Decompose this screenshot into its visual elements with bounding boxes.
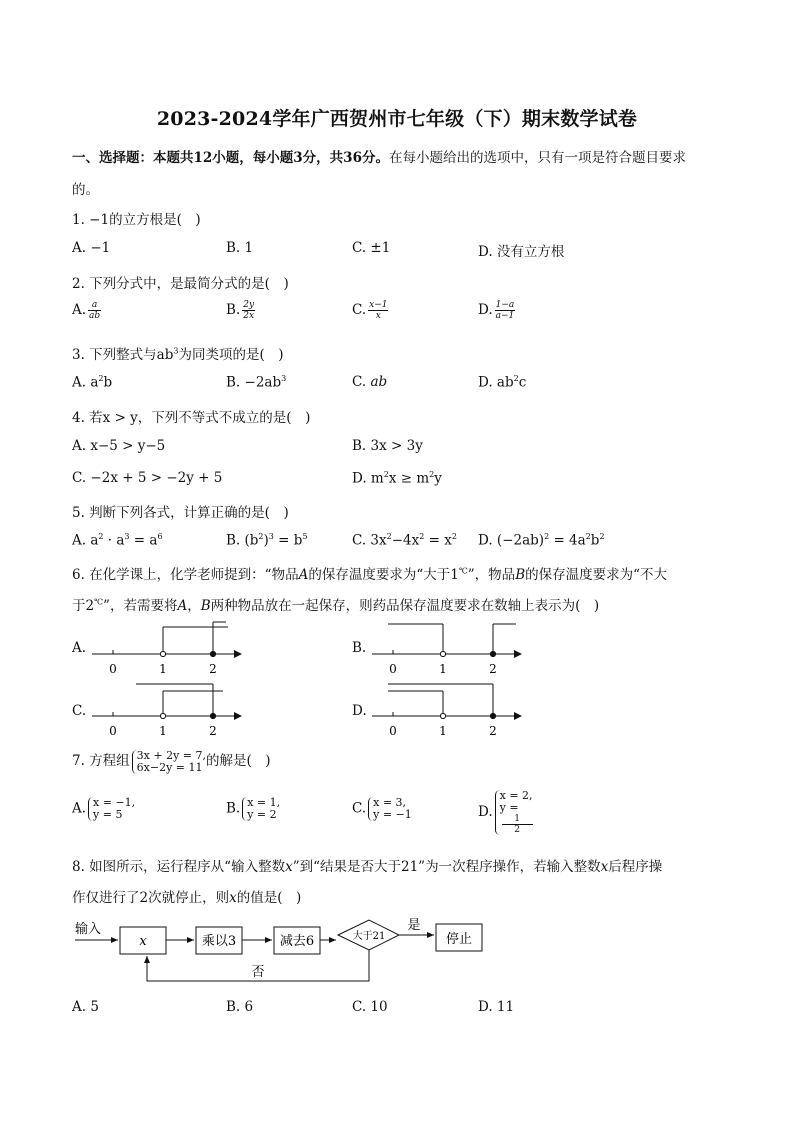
tick-label-0: 0 xyxy=(109,724,117,738)
q7-option-a xyxy=(72,797,135,821)
q6-l2-b: ”，若需要将 xyxy=(103,598,178,614)
q7-stem-b: 的解是( ) xyxy=(206,753,271,769)
q5-c-3: = x xyxy=(424,532,452,549)
tick-label-2: 2 xyxy=(209,724,217,738)
q8-option-d: D. 11 xyxy=(478,999,515,1015)
q4-stem: 4. 若x > y，下列不等式不成立的是( ) xyxy=(72,410,311,426)
q6-l2-deg: ℃ xyxy=(94,597,104,607)
flow-condition-text: 大于21 xyxy=(352,931,386,942)
q8-l1-x2: x xyxy=(600,859,609,875)
q7-b-2: y = 2 xyxy=(247,808,277,821)
q4-option-b: B. 3x > 3y xyxy=(352,438,423,454)
q6-l1-d: 的保存温度要求为“不大 xyxy=(525,567,668,583)
q3-option-a xyxy=(72,374,112,391)
q5-c-s1: 2 xyxy=(386,532,392,541)
flow-input-label: 输入 xyxy=(75,922,102,937)
q6-option-d-label: D. xyxy=(352,703,367,719)
q7-a-label: A. xyxy=(72,800,87,817)
q5-a-2: · a xyxy=(103,532,125,549)
q8-l1-b: ”到“结果是否大于21”为一次程序操作，若输入整数 xyxy=(292,859,601,875)
q4-option-d xyxy=(352,470,442,487)
q3-b-text: B. −2ab xyxy=(226,374,282,391)
q3-d-text: D. ab xyxy=(478,374,514,391)
q7-c-2: y = −1 xyxy=(373,808,412,821)
q7-b-1: x = 1, xyxy=(247,796,281,809)
q7-stem xyxy=(72,749,271,774)
q6-option-a-number-line xyxy=(88,620,248,682)
flow-x-text: x xyxy=(139,934,147,949)
q3-a-text: A. a xyxy=(72,374,99,391)
q3-option-d xyxy=(478,374,526,391)
q2-option-d-label: D. xyxy=(478,302,493,318)
q6-l1-b: 的保存温度要求为“大于1 xyxy=(308,567,459,583)
q5-a-1: A. a xyxy=(72,532,99,549)
page-title: 2023-2024学年广西贺州市七年级（下）期末数学试卷 xyxy=(156,108,638,130)
q3-stem-a: 3. 下列整式与ab xyxy=(72,347,174,363)
q5-option-a xyxy=(72,532,163,549)
q7-d-2 xyxy=(500,802,533,835)
q7-b-system xyxy=(242,797,280,821)
q8-l2-a: 作仅进行了2次就停止，则 xyxy=(72,890,230,906)
q5-b-s1: 2 xyxy=(258,532,264,541)
fraction-denominator: 2x xyxy=(243,311,255,321)
q5-a-3: = a xyxy=(129,532,158,549)
q6-l1-A: A xyxy=(298,567,309,583)
q6-option-c-number-line xyxy=(88,680,248,742)
q8-l1-x: x xyxy=(285,859,293,875)
q7-d-1: x = 2, xyxy=(499,789,533,802)
flow-stop-text: 停止 xyxy=(445,932,473,947)
q6-l1-B: B xyxy=(515,567,526,583)
q8-l1-a: 8. 如图所示，运行程序从“输入整数 xyxy=(72,859,286,875)
q8-option-a: A. 5 xyxy=(72,999,99,1015)
q3-a-text2: b xyxy=(103,374,113,391)
q7-c-system xyxy=(368,797,412,821)
q6-stem-line1 xyxy=(72,563,667,583)
q3-a-sup: 2 xyxy=(98,374,104,383)
q5-d-s1: 2 xyxy=(544,532,550,541)
q1-stem: 1. −1的立方根是( ) xyxy=(72,212,201,228)
q8-l2-x: x xyxy=(229,890,237,906)
q4-d-b: x ≥ m xyxy=(388,470,430,487)
q5-c-1: C. 3x xyxy=(352,532,387,549)
q3-option-b xyxy=(226,374,286,391)
q2-option-c xyxy=(352,300,388,321)
flow-subtract-text: 减去6 xyxy=(279,934,315,949)
q8-stem-line2 xyxy=(72,886,301,906)
section-header xyxy=(72,146,686,166)
q6-option-b-label: B. xyxy=(352,640,367,656)
q5-option-b xyxy=(226,532,308,549)
q5-b-s3: 5 xyxy=(302,532,308,541)
q7-d-system xyxy=(495,790,533,835)
q4-d-c: y xyxy=(434,470,442,487)
section-header-line2: 的。 xyxy=(72,182,99,198)
q3-stem xyxy=(72,343,284,363)
q3-stem-sup: 3 xyxy=(173,346,179,356)
q2-stem: 2. 下列分式中，是最简分式的是( ) xyxy=(72,276,289,292)
fraction-denominator: ab xyxy=(89,311,101,321)
fraction-denominator: a−1 xyxy=(495,311,515,321)
q5-b-2: ) xyxy=(263,532,269,549)
q6-option-a-label: A. xyxy=(72,640,87,656)
q3-d-sup: 2 xyxy=(513,374,519,383)
q2-option-c-fraction xyxy=(368,300,388,321)
q4-option-a: A. x−5 > y−5 xyxy=(72,438,166,454)
q6-l1-a: 6. 在化学课上，化学老师提到：“物品 xyxy=(72,567,299,583)
q2-option-b xyxy=(226,300,255,321)
q7-b-label: B. xyxy=(226,800,241,817)
q2-option-c-label: C. xyxy=(352,302,367,318)
q5-option-d xyxy=(478,532,605,549)
q8-l1-c: 后程序操 xyxy=(608,859,663,875)
q8-flowchart xyxy=(70,912,500,987)
tick-label-1: 1 xyxy=(159,724,167,738)
q5-d-1: D. (−2ab) xyxy=(478,532,545,549)
q6-l2-B: B xyxy=(200,598,211,614)
q1-option-b: B. 1 xyxy=(226,240,254,256)
q2-option-a xyxy=(72,300,101,321)
q5-d-3: b xyxy=(590,532,600,549)
q5-b-3: = b xyxy=(273,532,303,549)
q4-d-a: D. m xyxy=(352,470,384,487)
q7-a-system xyxy=(88,797,135,821)
q8-option-b: B. 6 xyxy=(226,999,254,1015)
tick-label-0: 0 xyxy=(109,662,117,676)
tick-label-2: 2 xyxy=(209,662,217,676)
q2-option-d xyxy=(478,300,515,321)
q5-d-s3: 2 xyxy=(599,532,605,541)
q8-stem-line1 xyxy=(72,855,662,875)
q5-c-s2: 2 xyxy=(419,532,425,541)
fraction-numerator: x−1 xyxy=(369,300,388,310)
tick-label-1: 1 xyxy=(159,662,167,676)
q7-a-2: y = 5 xyxy=(93,808,123,821)
flow-multiply-text: 乘以3 xyxy=(201,934,237,949)
q4-option-c: C. −2x + 5 > −2y + 5 xyxy=(72,470,223,486)
flow-yes-label: 是 xyxy=(407,918,421,933)
q7-c-1: x = 3, xyxy=(373,796,407,809)
q5-b-s2: 3 xyxy=(268,532,274,541)
q6-option-c-label: C. xyxy=(72,703,87,719)
q5-c-s3: 2 xyxy=(451,532,457,541)
q7-eq2: 6x−2y = 11 xyxy=(136,760,203,774)
q8-option-c: C. 10 xyxy=(352,999,388,1015)
q2-option-b-fraction xyxy=(242,300,255,321)
q7-option-d xyxy=(478,790,533,835)
q5-a-s2: 3 xyxy=(124,532,130,541)
q5-d-2: = 4a xyxy=(549,532,586,549)
q1-option-d: D. 没有立方根 xyxy=(478,244,565,260)
tick-label-0: 0 xyxy=(389,724,397,738)
q1-option-c: C. ±1 xyxy=(352,240,391,256)
q5-b-1: B. (b xyxy=(226,532,259,549)
fraction-denominator: 2 xyxy=(514,825,520,835)
q6-l2-a: 于2 xyxy=(72,598,95,614)
tick-label-0: 0 xyxy=(389,662,397,676)
q3-c-text: C. xyxy=(352,374,371,390)
q1-option-a: A. −1 xyxy=(72,240,111,256)
fraction-numerator: 1−a xyxy=(495,300,515,310)
tick-label-2: 2 xyxy=(489,662,497,676)
q3-b-sup: 3 xyxy=(281,374,287,383)
q3-option-c xyxy=(352,374,387,390)
q6-option-b-number-line xyxy=(368,620,528,682)
q7-d-fraction xyxy=(502,814,533,835)
q5-stem: 5. 判断下列各式，计算正确的是( ) xyxy=(72,505,289,521)
flow-no-label: 否 xyxy=(251,965,265,980)
q6-stem-line2 xyxy=(72,594,599,614)
fraction-numerator: 2y xyxy=(243,300,255,310)
fraction-denominator: x xyxy=(375,311,381,321)
q6-option-d-number-line xyxy=(368,680,528,742)
fraction-numerator: 1 xyxy=(502,814,533,825)
q6-l2-c: ， xyxy=(187,598,201,614)
q6-l1-deg: ℃ xyxy=(458,566,468,576)
q5-a-s3: 6 xyxy=(157,532,163,541)
q7-option-c xyxy=(352,797,412,821)
q7-equation-system xyxy=(132,750,206,774)
q7-stem-a: 7. 方程组 xyxy=(72,753,130,769)
q6-l1-c: ”，物品 xyxy=(467,567,516,583)
tick-label-2: 2 xyxy=(489,724,497,738)
q2-option-b-label: B. xyxy=(226,302,241,318)
q8-l2-b: 的值是( ) xyxy=(236,890,302,906)
fraction-numerator: a xyxy=(88,300,101,311)
q2-option-a-fraction xyxy=(88,300,101,321)
q4-d-sup2: 2 xyxy=(429,470,435,479)
q7-eq1: 3x + 2y = 7, xyxy=(136,748,207,762)
q5-option-c xyxy=(352,532,457,549)
q7-option-b xyxy=(226,797,280,821)
q3-c-italic: ab xyxy=(370,374,388,390)
q3-d-text2: c xyxy=(518,374,527,391)
q7-a-1: x = −1, xyxy=(93,796,136,809)
q3-stem-b: 为同类项的是( ) xyxy=(178,347,284,363)
q5-c-2: −4x xyxy=(391,532,420,549)
q5-d-s2: 2 xyxy=(585,532,591,541)
section-header-bold: 一、选择题：本题共12小题，每小题3分，共36分。 xyxy=(72,150,389,166)
q4-d-sup1: 2 xyxy=(383,470,389,479)
q2-option-d-fraction xyxy=(495,300,516,321)
q7-d-2-a: y = xyxy=(499,801,519,814)
tick-label-1: 1 xyxy=(439,724,447,738)
q7-d-label: D. xyxy=(478,804,493,820)
section-header-rest: 在每小题给出的选项中，只有一项是符合题目要求 xyxy=(388,150,686,166)
q5-a-s1: 2 xyxy=(98,532,104,541)
tick-label-1: 1 xyxy=(439,662,447,676)
q7-c-label: C. xyxy=(352,800,367,817)
q6-l2-A: A xyxy=(177,598,188,614)
q6-l2-d: 两种物品放在一起保存，则药品保存温度要求在数轴上表示为( ) xyxy=(210,598,600,614)
q2-option-a-label: A. xyxy=(72,302,87,318)
